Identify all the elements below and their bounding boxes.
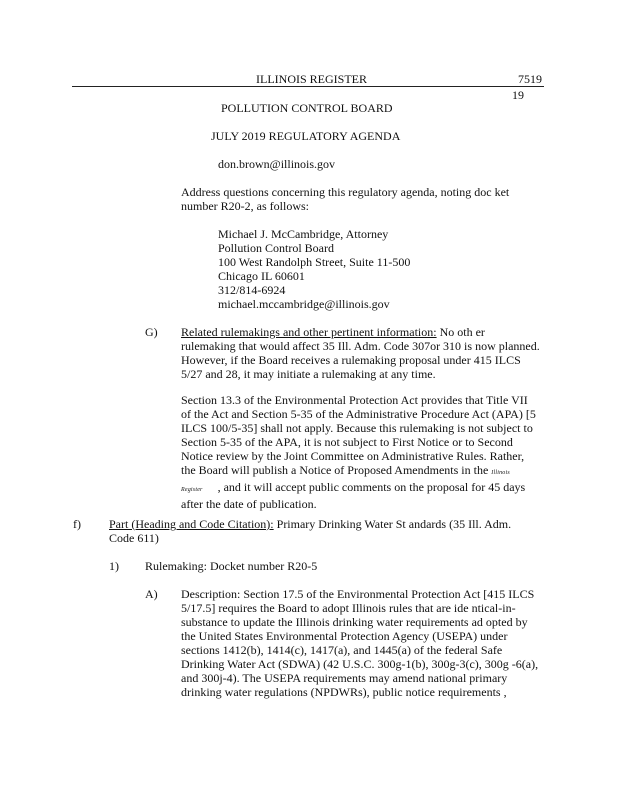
- section-g-heading: Related rulemakings and other pertinent information:: [181, 325, 437, 339]
- contact-street: 100 West Randolph Street, Suite 11-500: [218, 255, 411, 269]
- section-g-para2: Section 13.3 of the Environmental Protection Act provides that Title VII of the Act and Section 5-35 of the Administrative Procedure Act (APA) [5 ILCS 100/5-35] shall not apply. Because this rulemaking is not subject to Section 5-35 of the APA, it is not subject to First Notice or to Second Notice review by the Joint Committee on Administrative Rules. Rather, the Board will publish a Notice of Proposed Amendments in the Illinois Register , and it will accept public comments on the proposal for 45 days after the date of publication.: [181, 393, 536, 511]
- agenda-heading: JULY 2019 REGULATORY AGENDA: [211, 129, 401, 143]
- address-intro: Address questions concerning this regulatory agenda, noting doc ket number R20-2, as follows:: [181, 185, 510, 213]
- rulemaking-text: Rulemaking: Docket number R20-5: [145, 559, 318, 573]
- register-year: 19: [512, 88, 524, 102]
- board-heading: POLLUTION CONTROL BOARD: [221, 101, 393, 115]
- section-g-para1: Related rulemakings and other pertinent information: No oth er rulemaking that would affect 35 Ill. Adm. Code 307or 310 is now planned. However, if the Board receives a rulemaking proposal under 415 ILCS 5/27 and 28, it may initiate a rulemaking at any time.: [181, 325, 540, 381]
- description-label: A): [145, 587, 158, 601]
- contact-name: Michael J. McCambridge, Attorney: [218, 227, 389, 241]
- register-title: ILLINOIS REGISTER: [256, 72, 367, 86]
- contact-city: Chicago IL 60601: [218, 269, 305, 283]
- contact-org: Pollution Control Board: [218, 241, 335, 255]
- register-word-register: Register: [181, 487, 203, 493]
- section-f-heading: Part (Heading and Code Citation):: [109, 517, 274, 531]
- contact-email-michael: michael.mccambridge@illinois.gov: [218, 297, 390, 311]
- rulemaking-label: 1): [109, 559, 119, 573]
- contact-block: [218, 227, 410, 311]
- contact-phone: 312/814-6924: [218, 283, 286, 297]
- contact-email: don.brown@illinois.gov: [218, 157, 336, 171]
- header-rule: [72, 86, 544, 87]
- register-word-illinois: Illinois: [491, 470, 510, 476]
- section-g-label: G): [145, 325, 158, 339]
- section-f-label: f): [73, 517, 81, 531]
- section-f-text: Part (Heading and Code Citation): Primary Drinking Water St andards (35 Ill. Adm. Code 611): [109, 517, 512, 545]
- page-number: 7519: [518, 72, 542, 86]
- description-text: Description: Section 17.5 of the Environmental Protection Act [415 ILCS 5/17.5] requires the Board to adopt Illinois rules that are ide ntical-in- substance to update the Illinois drinking water requirements ad opted by the United States Environmental Protection Agency (USEPA) under sections 1412(b), 1414(c), 1417(a), and 1445(a) of the federal Safe Drinking Water Act (SDWA) (42 U.S.C. 300g-1(b), 300g-3(c), 300g -6(a), and 300j-4). The USEPA requirements may amend national primary drinking water regulations (NPDWRs), public notice requirements ,: [181, 587, 539, 699]
